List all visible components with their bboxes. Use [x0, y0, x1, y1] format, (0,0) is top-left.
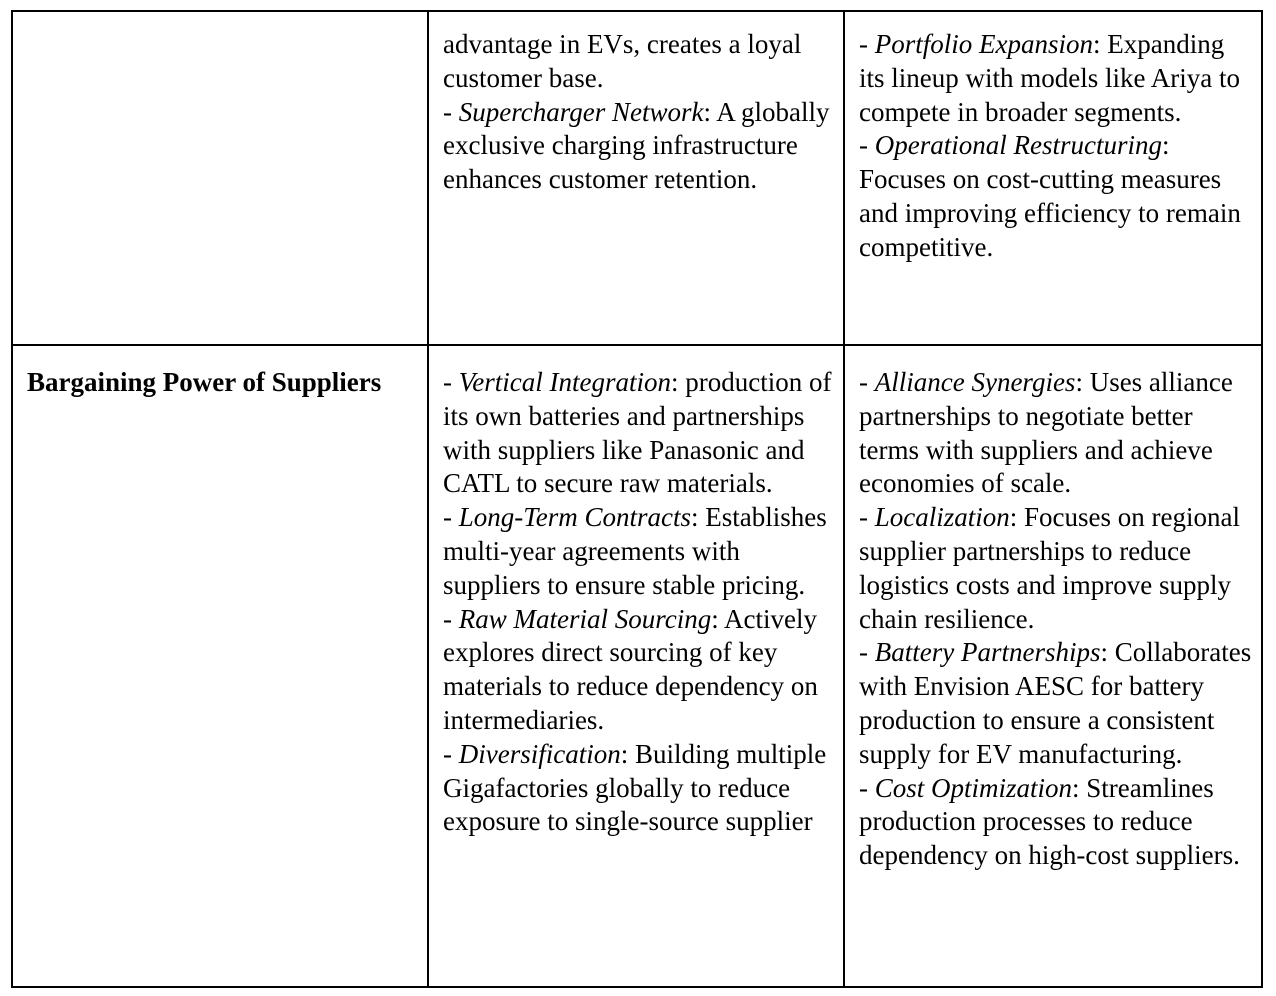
porter-forces-table	[11, 10, 1263, 988]
strategy-item: - Supercharger Network: A globally exclusive charging infrastructure enhances customer retention.	[443, 96, 837, 195]
force-cell	[12, 11, 428, 345]
strategy-term: Battery Partnerships	[874, 637, 1101, 668]
strategy-item: - Long-Term Contracts: Establishes multi-year agreements with suppliers to ensure stable pricing.	[443, 502, 834, 600]
strategy-text: : Actively explores direct sourcing of key materials to reduce dependency on intermediaries.	[443, 603, 825, 735]
strategy-text: : Focuses on regional supplier partnerships to reduce logistics costs and improve supply chain resilience.	[859, 502, 1247, 634]
strategy-text: advantage in EVs, creates a loyal customer base.	[443, 29, 809, 93]
strategy-term: Diversification	[458, 738, 621, 769]
nissan-strategy-cell	[844, 345, 1262, 987]
strategy-item: - Diversification: Building multiple Gigafactories globally to reduce exposure to single-source supplier	[443, 738, 833, 837]
strategy-text: : Establishes multi-year agreements with suppliers to ensure stable pricing.	[443, 502, 834, 600]
force-label: Bargaining Power of Suppliers	[27, 367, 382, 397]
strategy-text: : production of its own batteries and partnerships with suppliers like Panasonic and CATL to secure raw materials.	[443, 367, 839, 499]
strategy-item: - Cost Optimization: Streamlines production processes to reduce dependency on high-cost suppliers.	[859, 772, 1240, 871]
strategy-term: Operational Restructuring	[874, 130, 1162, 161]
strategy-text: : A globally exclusive charging infrastructure enhances customer retention.	[443, 96, 837, 195]
strategy-term: Cost Optimization	[874, 772, 1073, 803]
strategy-term: Alliance Synergies	[874, 367, 1076, 397]
table-row	[12, 11, 1262, 345]
strategy-term: Long-Term Contracts	[458, 502, 692, 533]
strategy-term: Vertical Integration	[458, 367, 671, 397]
table-row	[12, 345, 1262, 987]
tesla-strategy-cell	[428, 11, 844, 345]
strategy-text: : Building multiple Gigafactories globally to reduce exposure to single-source supplier	[443, 738, 833, 837]
strategy-item: - Portfolio Expansion: Expanding its lineup with models like Ariya to compete in broader segments.	[859, 29, 1247, 127]
tesla-strategy-cell	[428, 345, 844, 987]
strategy-text: : Streamlines production processes to reduce dependency on high-cost suppliers.	[859, 772, 1240, 871]
strategy-term: Portfolio Expansion	[874, 29, 1093, 59]
strategy-term: Localization	[874, 502, 1010, 533]
strategy-text: : Collaborates with Envision AESC for battery production to ensure a consistent supply for EV manufacturing.	[859, 637, 1258, 769]
strategy-text: : Focuses on cost-cutting measures and improving efficiency to remain competitive.	[859, 130, 1248, 262]
strategy-term: Supercharger Network	[458, 96, 704, 127]
nissan-strategy-cell	[844, 11, 1262, 345]
strategy-item: - Vertical Integration: production of its own batteries and partnerships with suppliers like Panasonic and CATL to secure raw materials.	[443, 367, 839, 499]
force-cell	[12, 345, 428, 987]
strategy-term: Raw Material Sourcing	[458, 603, 712, 634]
strategy-item	[443, 28, 835, 96]
strategy-item: - Operational Restructuring: Focuses on cost-cutting measures and improving efficiency to remain competitive.	[859, 130, 1248, 262]
strategy-item: - Battery Partnerships: Collaborates with Envision AESC for battery production to ensure a consistent supply for EV manufacturing.	[859, 637, 1258, 769]
strategy-item: - Raw Material Sourcing: Actively explores direct sourcing of key materials to reduce dependency on intermediaries.	[443, 603, 825, 735]
strategy-text: : Expanding its lineup with models like Ariya to compete in broader segments.	[859, 29, 1247, 127]
strategy-text: : Uses alliance partnerships to negotiate better terms with suppliers and achieve economies of scale.	[859, 367, 1240, 499]
strategy-item: - Alliance Synergies: Uses alliance partnerships to negotiate better terms with suppliers and achieve economies of scale.	[859, 367, 1240, 499]
strategy-item: - Localization: Focuses on regional supplier partnerships to reduce logistics costs and improve supply chain resilience.	[859, 502, 1247, 634]
